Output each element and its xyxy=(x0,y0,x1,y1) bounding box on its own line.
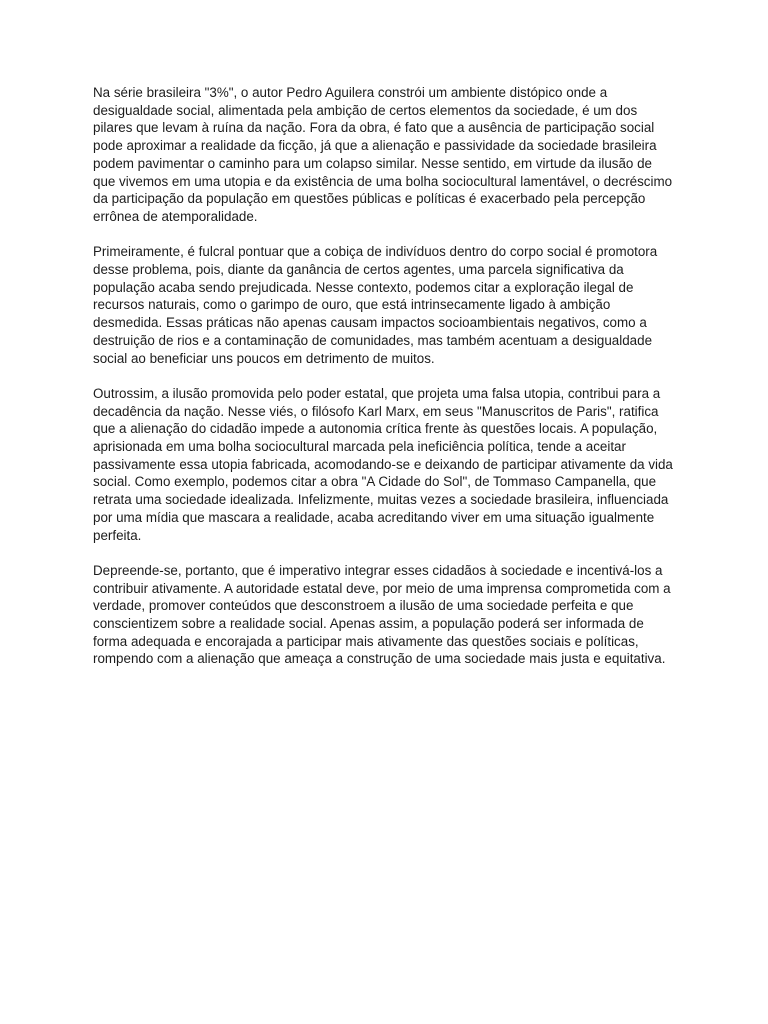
paragraph-intro: Na série brasileira "3%", o autor Pedro Aguilera constrói um ambiente distópico onde a desigualdade social, alimentada pela ambição de certos elementos da sociedade, é um dos pilares que levam à ruína da nação. Fora da obra, é fato que a ausência de participação social pode aproximar a realidade da ficção, já que a alienação e passividade da sociedade brasileira podem pavimentar o caminho para um colapso similar. Nesse sentido, em virtude da ilusão de que vivemos em uma utopia e da existência de uma bolha sociocultural lamentável, o decréscimo da participação da população em questões públicas e políticas é exacerbado pela percepção errônea de atemporalidade. xyxy=(93,85,673,224)
paragraph-development-1: Primeiramente, é fulcral pontuar que a cobiça de indivíduos dentro do corpo social é promotora desse problema, pois, diante da ganância de certos agentes, uma parcela significativa da população acaba sendo prejudicada. Nesse contexto, podemos citar a exploração ilegal de recursos naturais, como o garimpo de ouro, que está intrinsecamente ligado à ambição desmedida. Essas práticas não apenas causam impactos socioambientais negativos, como a destruição de rios e a contaminação de comunidades, mas também acentuam a desigualdade social ao beneficiar uns poucos em detrimento de muitos. xyxy=(93,244,658,366)
paragraph-conclusion: Depreende-se, portanto, que é imperativo integrar esses cidadãos à sociedade e incentivá-los a contribuir ativamente. A autoridade estatal deve, por meio de uma imprensa comprometida com a verdade, promover conteúdos que desconstroem a ilusão de uma sociedade perfeita e que conscientizem sobre a realidade social. Apenas assim, a população poderá ser informada de forma adequada e encorajada a participar mais ativamente das questões sociais e políticas, rompendo com a alienação que ameaça a construção de uma sociedade mais justa e equitativa. xyxy=(93,562,671,667)
document-page xyxy=(93,84,673,686)
paragraph-development-2: Outrossim, a ilusão promovida pelo poder estatal, que projeta uma falsa utopia, contribui para a decadência da nação. Nesse viés, o filósofo Karl Marx, em seus "Manuscritos de Paris", ratifica que a alienação do cidadão impede a autonomia crítica frente às questões locais. A população, aprisionada em uma bolha sociocultural marcada pela ineficiência política, tende a aceitar passivamente essa utopia fabricada, acomodando-se e deixando de participar ativamente da vida social. Como exemplo, podemos citar a obra "A Cidade do Sol", de Tommaso Campanella, que retrata uma sociedade idealizada. Infelizmente, muitas vezes a sociedade brasileira, influenciada por uma mídia que mascara a realidade, acaba acreditando viver em uma situação igualmente perfeita. xyxy=(93,385,673,543)
